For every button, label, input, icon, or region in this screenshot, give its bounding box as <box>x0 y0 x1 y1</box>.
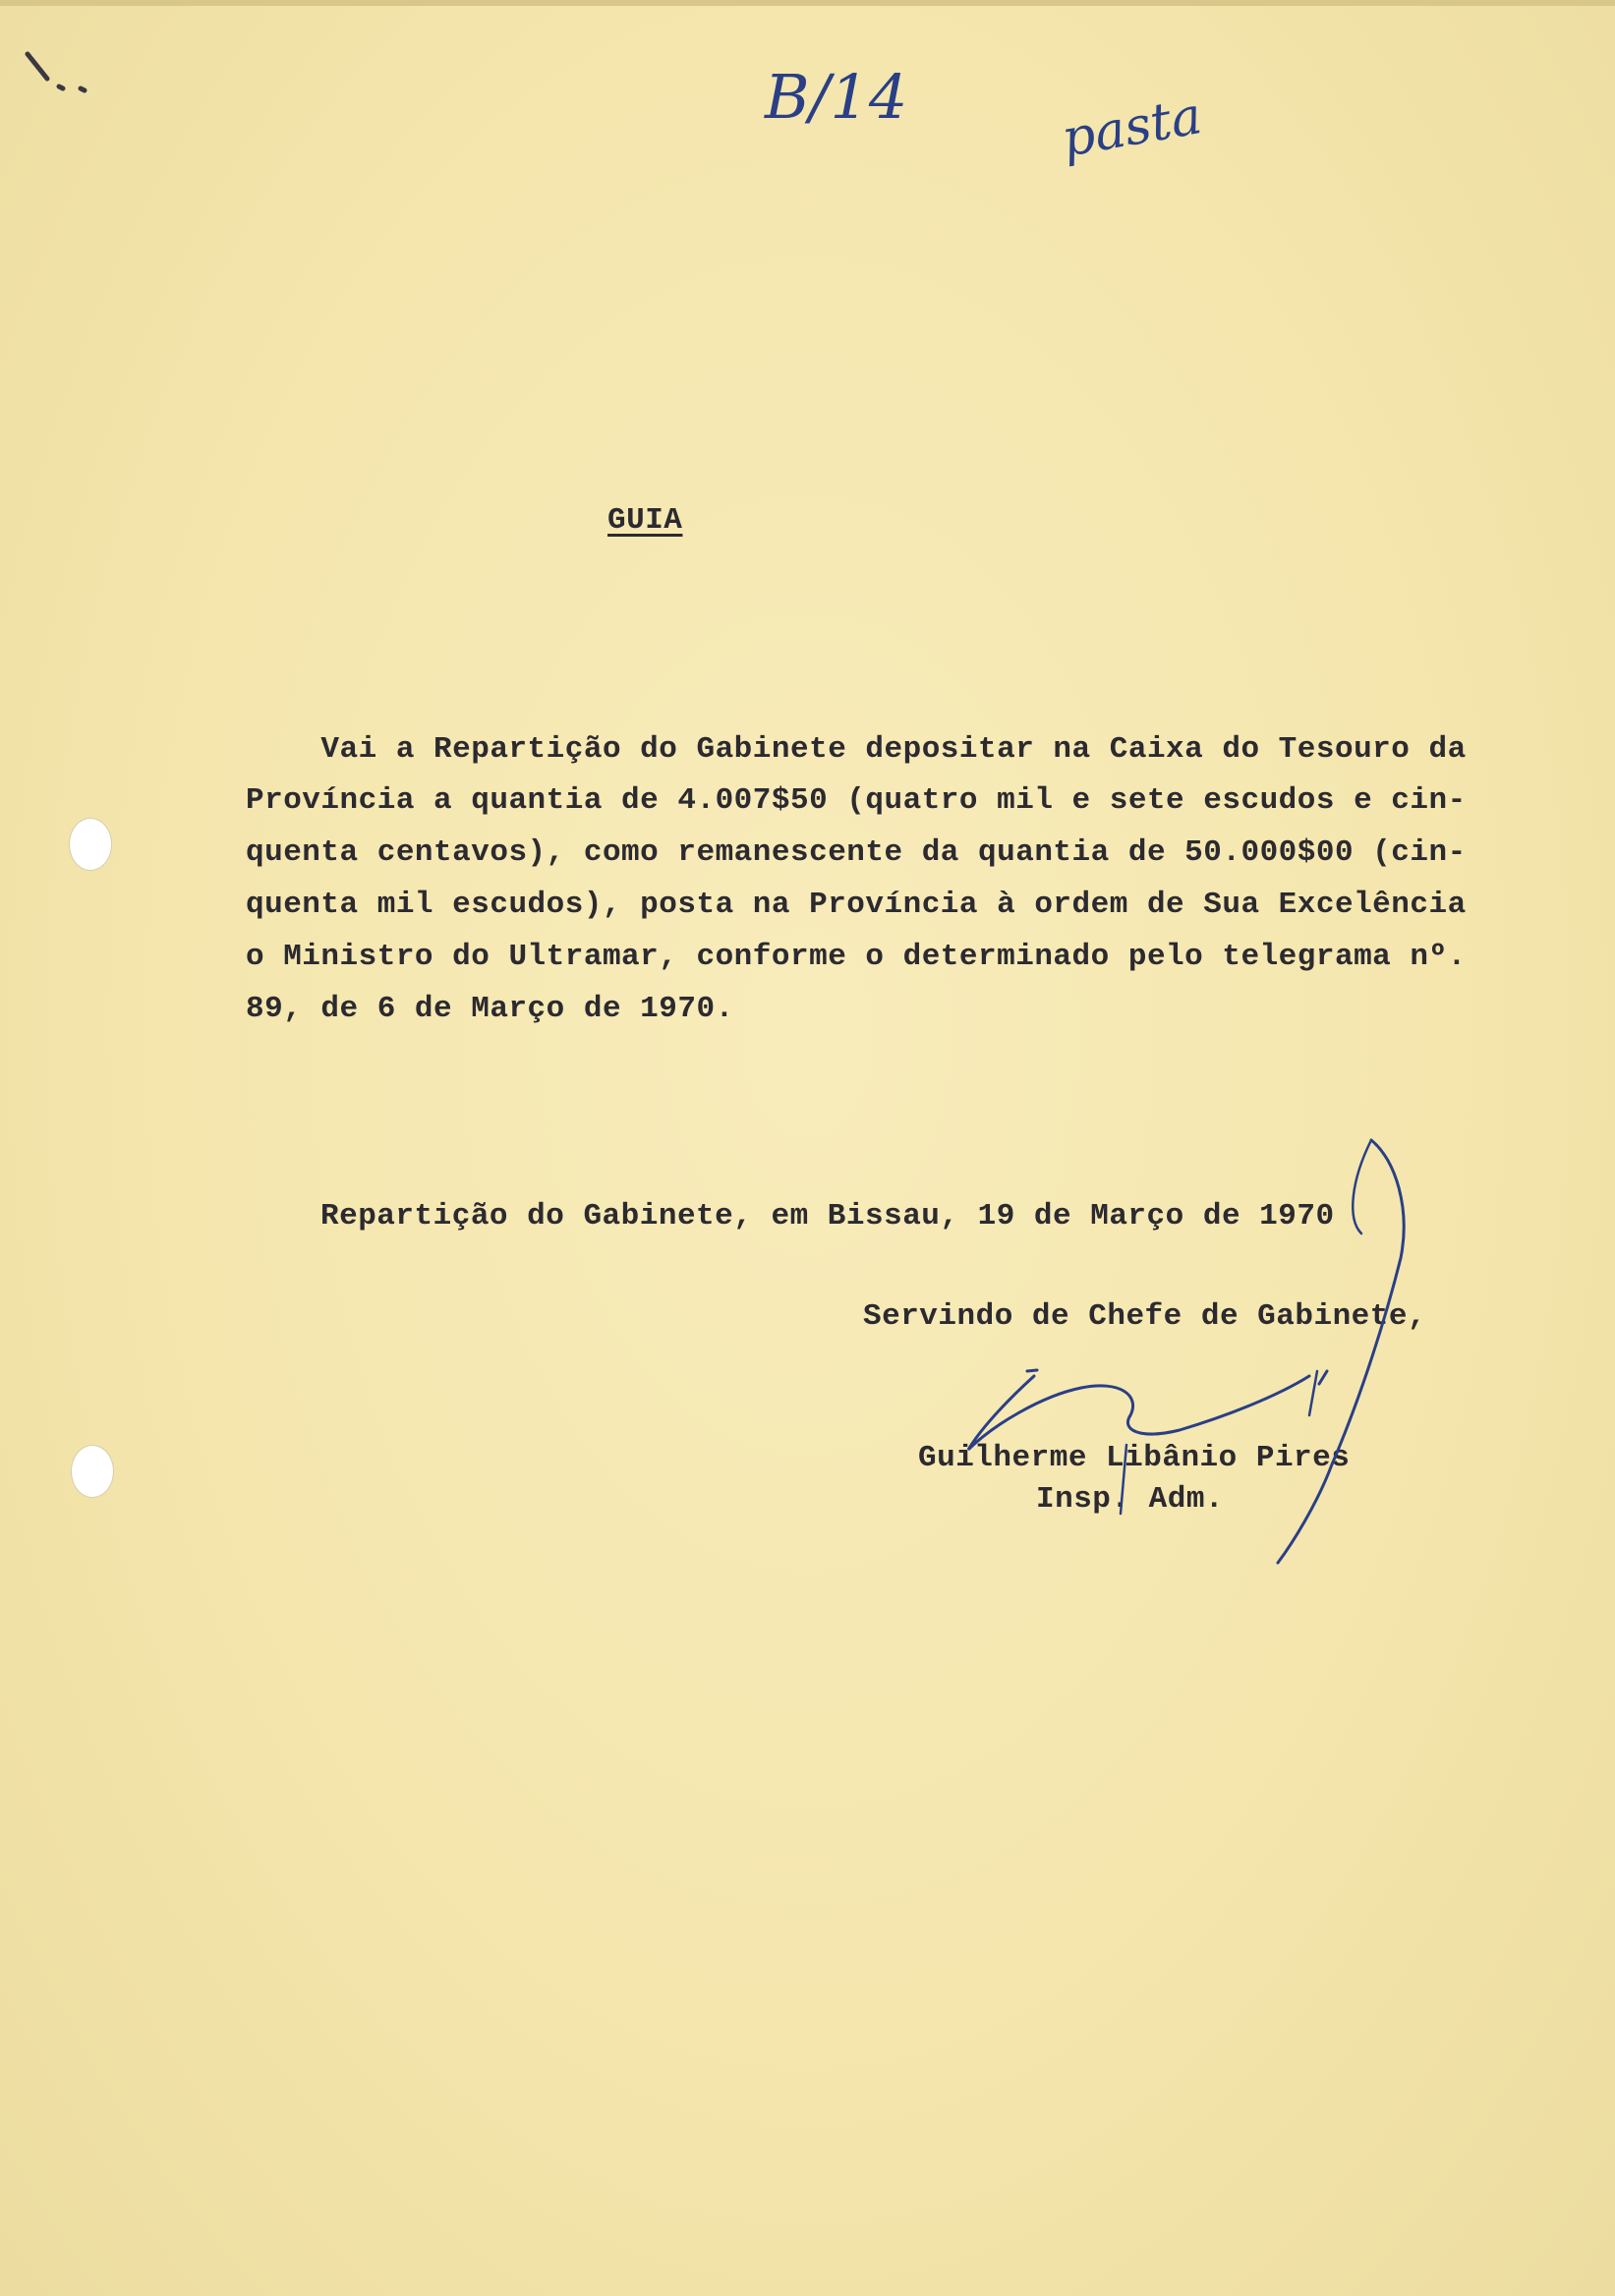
document-title: GUIA <box>607 503 683 538</box>
handwritten-note: pasta <box>1057 86 1206 169</box>
body-line-6: 89, de 6 de Março de 1970. <box>246 992 734 1026</box>
body-line-3: quenta centavos), como remanescente da quantia de 50.000$00 (cin- <box>246 835 1467 870</box>
punch-hole-top <box>69 818 112 871</box>
body-line-4: quenta mil escudos), posta na Província à ordem de Sua Excelência <box>246 888 1467 922</box>
closing-line: Servindo de Chefe de Gabinete, <box>863 1299 1427 1334</box>
body-line-1: Vai a Repartição do Gabinete depositar na Caixa do Tesouro da <box>246 732 1467 767</box>
punch-hole-bottom <box>71 1445 114 1498</box>
signatory-name: Guilherme Libânio Pires <box>918 1441 1351 1475</box>
place-date-line: Repartição do Gabinete, em Bissau, 19 de Março de 1970 <box>320 1199 1335 1234</box>
body-line-5: o Ministro do Ultramar, conforme o determinado pelo telegrama nº. <box>246 940 1467 974</box>
handwritten-reference: B/14 <box>765 61 908 133</box>
body-line-2: Província a quantia de 4.007$50 (quatro mil e sete escudos e cin- <box>246 783 1467 818</box>
signatory-title: Insp. Adm. <box>1036 1482 1225 1517</box>
paper-top-edge <box>0 0 1615 6</box>
